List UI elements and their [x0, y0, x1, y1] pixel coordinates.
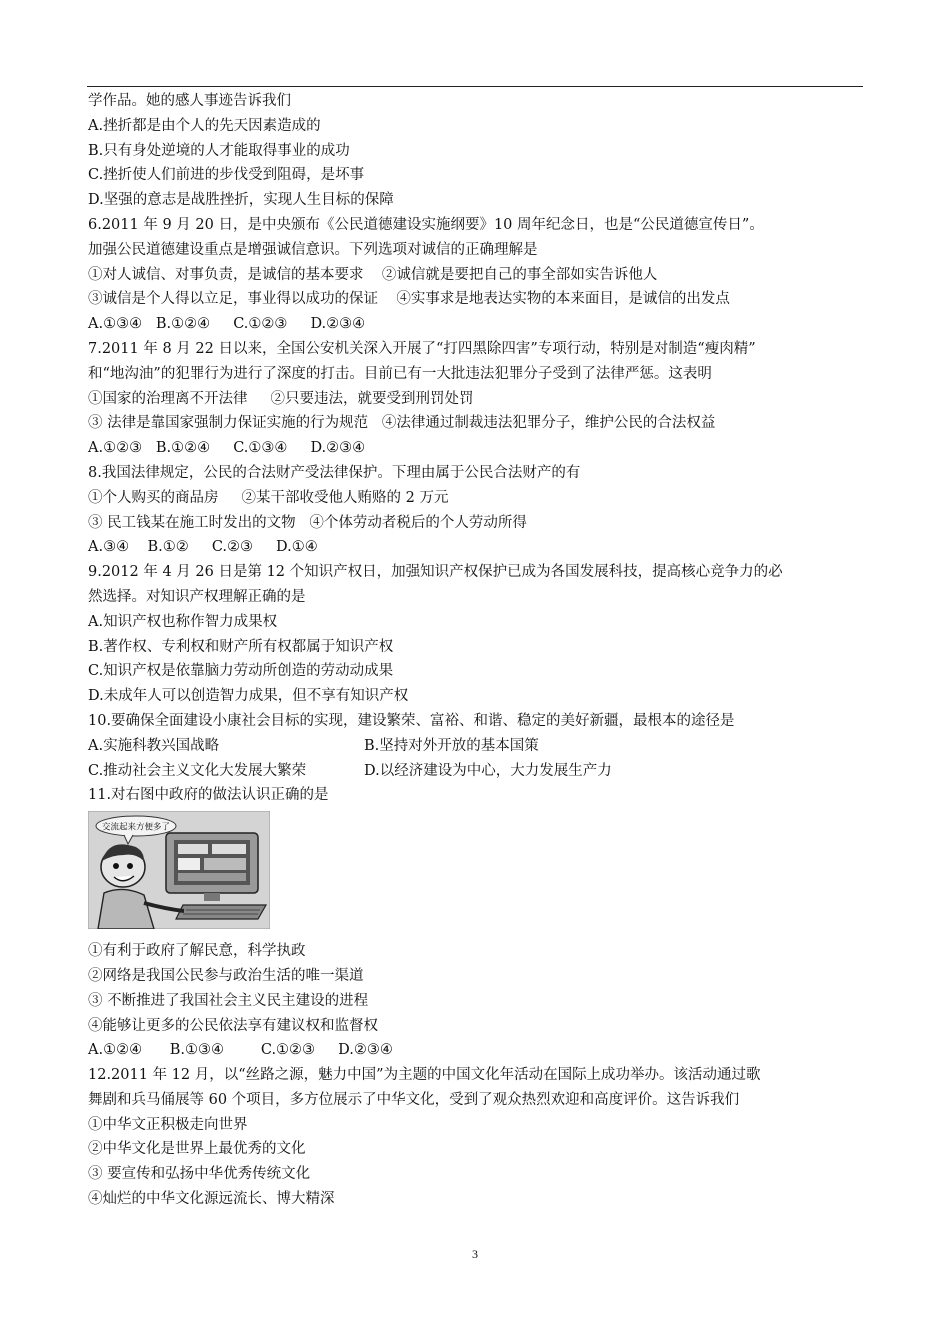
text-line: ③ 要宣传和弘扬中华优秀传统文化	[88, 1166, 311, 1183]
page-number: 3	[472, 1247, 478, 1261]
text-line: 学作品。她的感人事迹告诉我们	[88, 93, 291, 109]
text-line: ③ 民工钱某在施工时发出的文物 ④个体劳动者税后的个人劳动所得	[88, 514, 527, 531]
text-line: 12.2011 年 12 月，以“丝路之源，魅力中国”为主题的中国文化年活动在国际上成功举办。该活动通过歌	[88, 1067, 761, 1084]
text-line: ①中华文正积极走向世界	[88, 1116, 248, 1133]
text-line: C.挫折使人们前进的步伐受到阻碍，是坏事	[88, 167, 365, 184]
cartoon-computer-image	[88, 811, 270, 929]
q10-option-b: B.坚持对外开放的基本国策	[364, 737, 539, 754]
text-line: ④能够让更多的公民依法享有建议权和监督权	[88, 1017, 378, 1034]
text-line: ①个人购买的商品房 ②某干部收受他人贿赂的 2 万元	[88, 489, 449, 506]
text-line: D.未成年人可以创造智力成果，但不享有知识产权	[88, 688, 409, 705]
q10-option-d: D.以经济建设为中心，大力发展生产力	[364, 762, 612, 779]
text-line: ②中华文化是世界上最优秀的文化	[88, 1141, 306, 1158]
text-line: ④灿烂的中华文化源远流长、博大精深	[88, 1191, 335, 1208]
q11-stem: 11.对右图中政府的做法认识正确的是	[88, 787, 329, 804]
q10-option-row-1	[88, 734, 878, 759]
text-line: 加强公民道德建设重点是增强诚信意识。下列选项对诚信的正确理解是	[88, 241, 538, 258]
bottom-text-block	[88, 939, 878, 1212]
q10-option-row-2	[88, 759, 878, 784]
text-line: A.①③④ B.①②④ C.①②③ D.②③④	[88, 316, 366, 333]
q10-option-c: C.推动社会主义文化大发展大繁荣	[88, 762, 307, 779]
text-line: ①有利于政府了解民意，科学执政	[88, 943, 306, 960]
text-line: A.①②④ B.①③④ C.①②③ D.②③④	[88, 1042, 393, 1059]
text-line: 9.2012 年 4 月 26 日是第 12 个知识产权日，加强知识产权保护已成为各国发展科技，提高核心竞争力的必	[88, 564, 783, 581]
text-line: A.知识产权也称作智力成果权	[88, 613, 278, 630]
text-line: 6.2011 年 9 月 20 日，是中央颁布《公民道德建设实施纲要》10 周年纪念日，也是“公民道德宣传日”。	[88, 216, 764, 233]
text-line: B.著作权、专利权和财产所有权都属于知识产权	[88, 638, 394, 655]
text-line: ③ 法律是靠国家强制力保证实施的行为规范 ④法律通过制裁违法犯罪分子，维护公民的合法权益	[88, 415, 716, 432]
text-line: A.③④ B.①② C.②③ D.①④	[88, 539, 318, 556]
text-line: ①对人诚信、对事负责，是诚信的基本要求 ②诚信就是要把自己的事全部如实告诉他人	[88, 266, 658, 283]
header-rule	[87, 86, 863, 87]
text-line: 7.2011 年 8 月 22 日以来，全国公安机关深入开展了“打四黑除四害”专项行动，特别是对制造“瘦肉精”	[88, 340, 756, 357]
text-line: ①国家的治理离不开法律 ②只要违法，就要受到刑罚处罚	[88, 390, 474, 407]
cartoon-bubble-text: 交流起来方便多了	[101, 822, 171, 833]
page-content	[88, 89, 878, 1212]
text-line: A.①②③ B.①②④ C.①③④ D.②③④	[88, 440, 366, 457]
text-line: ③ 不断推进了我国社会主义民主建设的进程	[88, 992, 369, 1009]
text-line: 和“地沟油”的犯罪行为进行了深度的打击。目前已有一大批违法犯罪分子受到了法律严惩。这表明	[88, 365, 712, 382]
q10-option-a: A.实施科教兴国战略	[88, 737, 220, 754]
top-text-block	[88, 89, 878, 734]
text-line: A.挫折都是由个人的先天因素造成的	[88, 117, 321, 134]
text-line: D.坚强的意志是战胜挫折，实现人生目标的保障	[88, 192, 394, 209]
text-line: B.只有身处逆境的人才能取得事业的成功	[88, 142, 350, 159]
text-line: ②网络是我国公民参与政治生活的唯一渠道	[88, 967, 364, 984]
text-line: C.知识产权是依靠脑力劳动所创造的劳动动成果	[88, 663, 394, 680]
text-line: 舞剧和兵马俑展等 60 个项目，多方位展示了中华文化，受到了观众热烈欢迎和高度评价。这告诉我们	[88, 1091, 740, 1108]
text-line: 然选择。对知识产权理解正确的是	[88, 588, 306, 605]
text-line: ③诚信是个人得以立足，事业得以成功的保证 ④实事求是地表达实物的本来面目，是诚信的出发点	[88, 291, 730, 308]
text-line: 10.要确保全面建设小康社会目标的实现，建设繁荣、富裕、和谐、稳定的美好新疆，最根本的途径是	[88, 712, 735, 729]
text-line: 8.我国法律规定，公民的合法财产受法律保护。下理由属于公民合法财产的有	[88, 464, 581, 481]
